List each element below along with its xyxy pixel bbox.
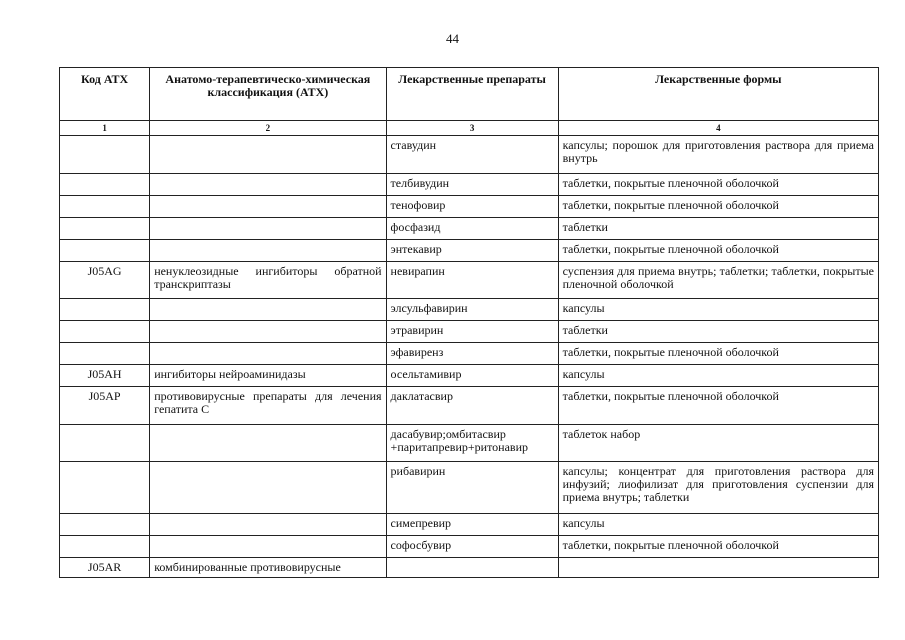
atx-code-cell: J05AH: [60, 365, 150, 387]
drug-cell: этравирин: [386, 321, 558, 343]
classification-cell: [150, 536, 386, 558]
classification-cell: противовирусные препараты для лечения гепатита С: [150, 387, 386, 425]
form-cell: суспензия для приема внутрь; таблетки; таблетки, покрытые пленочной оболочкой: [558, 262, 878, 299]
table-row: [60, 174, 879, 196]
classification-cell: комбинированные противовирусные: [150, 558, 386, 578]
table-row: [60, 262, 879, 299]
form-cell: таблетки, покрытые пленочной оболочкой: [558, 196, 878, 218]
drug-cell: элсульфавирин: [386, 299, 558, 321]
atx-code-cell: J05AP: [60, 387, 150, 425]
atx-code-cell: [60, 299, 150, 321]
atx-code-cell: [60, 240, 150, 262]
classification-cell: ингибиторы нейроаминидазы: [150, 365, 386, 387]
drug-cell: телбивудин: [386, 174, 558, 196]
form-cell: таблетки, покрытые пленочной оболочкой: [558, 174, 878, 196]
drug-cell: тенофовир: [386, 196, 558, 218]
table-row: [60, 425, 879, 462]
classification-cell: ненуклеозидные ингибиторы обратной транскриптазы: [150, 262, 386, 299]
column-number: 2: [150, 121, 386, 136]
table-row: [60, 343, 879, 365]
form-cell: таблетки, покрытые пленочной оболочкой: [558, 343, 878, 365]
header-code: Код АТХ: [60, 68, 150, 121]
classification-cell: [150, 514, 386, 536]
atx-code-cell: [60, 343, 150, 365]
drug-cell: рибавирин: [386, 462, 558, 514]
table-row: [60, 136, 879, 174]
drug-cell: эфавиренз: [386, 343, 558, 365]
form-cell: таблеток набор: [558, 425, 878, 462]
table-row: [60, 536, 879, 558]
classification-cell: [150, 343, 386, 365]
drug-cell: симепревир: [386, 514, 558, 536]
form-cell: таблетки, покрытые пленочной оболочкой: [558, 387, 878, 425]
atx-code-cell: [60, 321, 150, 343]
column-number: 4: [558, 121, 878, 136]
classification-cell: [150, 240, 386, 262]
classification-cell: [150, 462, 386, 514]
classification-cell: [150, 321, 386, 343]
atx-code-cell: [60, 514, 150, 536]
table-row: [60, 387, 879, 425]
classification-cell: [150, 299, 386, 321]
drug-cell: дасабувир;омбитасвир +паритапревир+ритонавир: [386, 425, 558, 462]
classification-cell: [150, 218, 386, 240]
form-cell: таблетки: [558, 321, 878, 343]
header-row: [60, 68, 879, 121]
header-drugs: Лекарственные препараты: [386, 68, 558, 121]
table-row: [60, 462, 879, 514]
atx-code-cell: [60, 174, 150, 196]
page-number: 44: [446, 31, 459, 46]
table-row: [60, 196, 879, 218]
atx-code-cell: [60, 425, 150, 462]
drug-cell: софосбувир: [386, 536, 558, 558]
form-cell: [558, 558, 878, 578]
drug-cell: энтекавир: [386, 240, 558, 262]
drug-cell: [386, 558, 558, 578]
drug-cell: невирапин: [386, 262, 558, 299]
form-cell: таблетки: [558, 218, 878, 240]
table-row: [60, 365, 879, 387]
drug-cell: ставудин: [386, 136, 558, 174]
classification-cell: [150, 425, 386, 462]
form-cell: капсулы: [558, 299, 878, 321]
table-row: [60, 240, 879, 262]
form-cell: таблетки, покрытые пленочной оболочкой: [558, 240, 878, 262]
atx-code-cell: J05AG: [60, 262, 150, 299]
table-row: [60, 514, 879, 536]
form-cell: капсулы; порошок для приготовления раствора для приема внутрь: [558, 136, 878, 174]
table-row: [60, 299, 879, 321]
form-cell: капсулы; концентрат для приготовления раствора для инфузий; лиофилизат для приготовления суспензии для приема внутрь; таблетки: [558, 462, 878, 514]
classification-cell: [150, 174, 386, 196]
table-row: [60, 321, 879, 343]
form-cell: таблетки, покрытые пленочной оболочкой: [558, 536, 878, 558]
classification-cell: [150, 196, 386, 218]
atx-code-cell: [60, 196, 150, 218]
atx-code-cell: [60, 218, 150, 240]
drug-cell: даклатасвир: [386, 387, 558, 425]
column-number-row: [60, 121, 879, 136]
atx-code-cell: J05AR: [60, 558, 150, 578]
form-cell: капсулы: [558, 365, 878, 387]
atx-code-cell: [60, 536, 150, 558]
header-forms: Лекарственные формы: [558, 68, 878, 121]
drug-cell: осельтамивир: [386, 365, 558, 387]
classification-cell: [150, 136, 386, 174]
table-row: [60, 218, 879, 240]
column-number: 1: [60, 121, 150, 136]
atx-table: [59, 67, 879, 578]
form-cell: капсулы: [558, 514, 878, 536]
atx-code-cell: [60, 462, 150, 514]
table-row: [60, 558, 879, 578]
drug-cell: фосфазид: [386, 218, 558, 240]
header-classification: Анатомо-терапевтическо-химическая классификация (АТХ): [150, 68, 386, 121]
atx-code-cell: [60, 136, 150, 174]
column-number: 3: [386, 121, 558, 136]
